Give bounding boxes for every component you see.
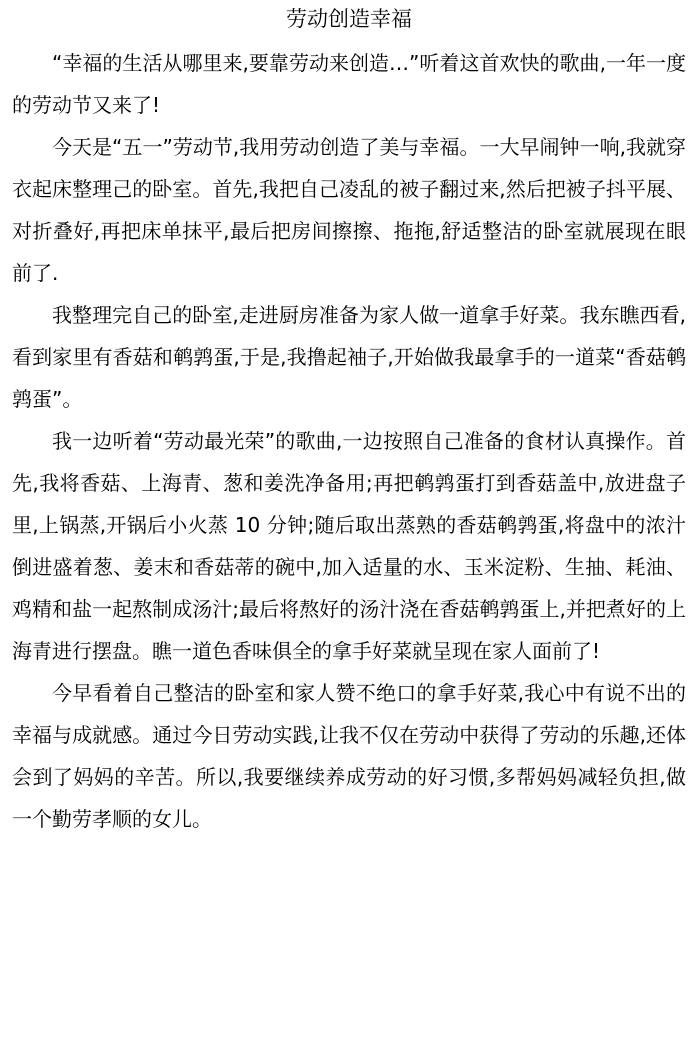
essay-paragraph-5: 今早看着自己整洁的卧室和家人赞不绝口的拿手好菜,我心中有说不出的幸福与成就感。通过今日劳动实践,让我不仅在劳动中获得了劳动的乐趣,还体会到了妈妈的辛苦。所以,我要继续养成劳动的好习惯,多帮妈妈减轻负担,做一个勤劳孝顺的女儿。 (12, 681, 686, 831)
essay-paragraph-4: 我一边听着“劳动最光荣”的歌曲,一边按照自己准备的食材认真操作。首先,我将香菇、上海青、葱和姜洗净备用;再把鹌鹑蛋打到香菇盖中,放进盘子里,上锅蒸,开锅后小火蒸 10 分钟;随后取出蒸熟的香菇鹌鹑蛋,将盘中的浓汁倒进盛着葱、姜末和香菇蒂的碗中,加入适量的水、玉米淀粉、生抽、耗油、鸡精和盐一起熬制成汤汁;最后将熬好的汤汁浇在香菇鹌鹑蛋上,并把煮好的上海青进行摆盘。瞧一道色香味俱全的拿手好菜就呈现在家人面前了! (12, 429, 686, 663)
essay-paragraph-3: 我整理完自己的卧室,走进厨房准备为家人做一道拿手好菜。我东瞧西看,看到家里有香菇和鹌鹑蛋,于是,我撸起袖子,开始做我最拿手的一道菜“香菇鹌鹑蛋”。 (12, 303, 686, 411)
essay-paragraph-2: 今天是“五一”劳动节,我用劳动创造了美与幸福。一大早闹钟一响,我就穿衣起床整理己的卧室。首先,我把自己凌乱的被子翻过来,然后把被子抖平展、对折叠好,再把床单抹平,最后把房间擦擦、拖拖,舒适整洁的卧室就展现在眼前了. (12, 135, 686, 285)
essay-title: 劳动创造幸福 (286, 7, 412, 31)
essay-paragraph-1: “幸福的生活从哪里来,要靠劳动来创造…”听着这首欢快的歌曲,一年一度的劳动节又来了! (12, 51, 686, 117)
